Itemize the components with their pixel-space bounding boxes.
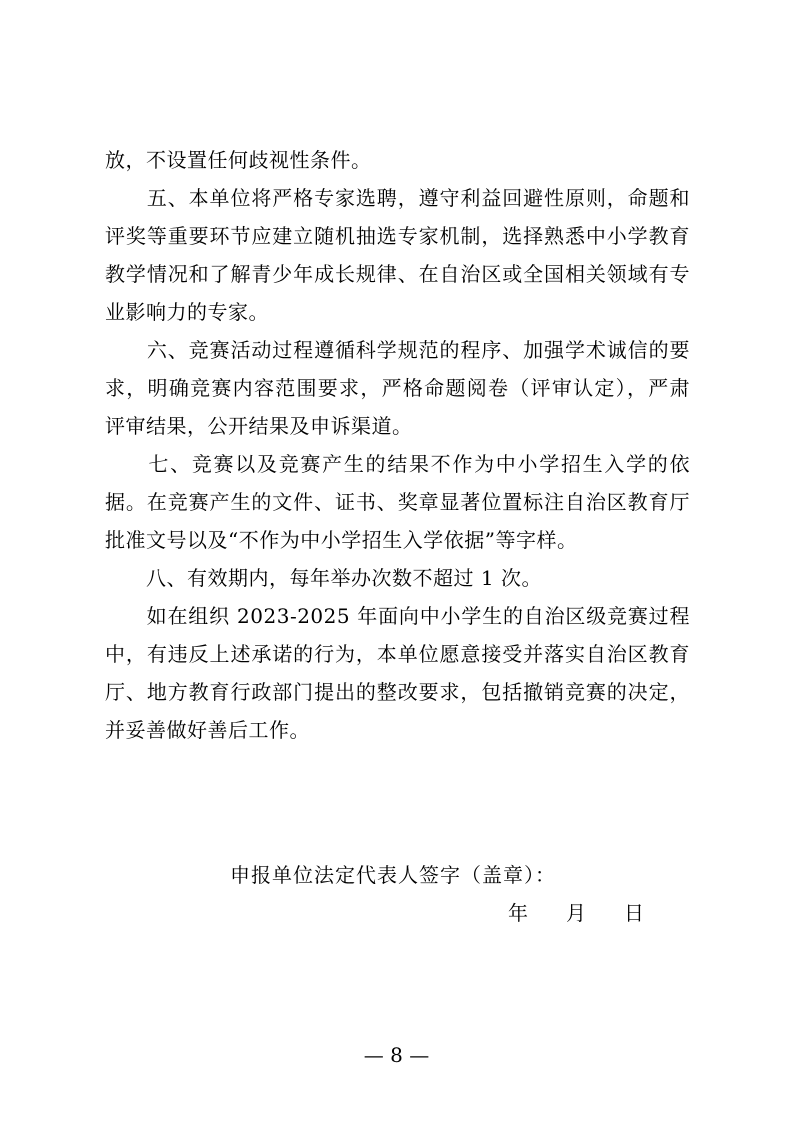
body-line-3: 评奖等重要环节应建立随机抽选专家机制，选择熟悉中小学教育 [105, 224, 690, 248]
body-line-1: 放，不设置任何歧视性条件。 [105, 148, 372, 172]
body-line-11: 批准文号以及“不作为中小学招生入学依据”等字样。 [105, 528, 578, 552]
body-line-15: 厅、地方教育行政部门提出的整改要求，包括撤销竞赛的决定， [105, 680, 690, 704]
signature-label: 申报单位法定代表人签字（盖章）： [230, 863, 556, 887]
body-line-10: 据。在竞赛产生的文件、证书、奖章显著位置标注自治区教育厅 [105, 490, 690, 514]
date-year: 年 [508, 901, 528, 925]
body-line-14: 中，有违反上述承诺的行为，本单位愿意接受并落实自治区教育 [105, 642, 690, 666]
body-line-4: 教学情况和了解青少年成长规律、在自治区或全国相关领域有专 [105, 262, 690, 286]
body-line-8: 评审结果，公开结果及申诉渠道。 [105, 414, 413, 438]
body-line-6: 六、竞赛活动过程遵循科学规范的程序、加强学术诚信的要 [105, 338, 690, 362]
page-number: — 8 — [363, 1043, 430, 1067]
body-line-16: 并妥善做好善后工作。 [105, 718, 310, 742]
body-line-2: 五、本单位将严格专家选聘，遵守利益回避性原则，命题和 [105, 186, 690, 210]
body-line-13: 如在组织 2023-2025 年面向中小学生的自治区级竞赛过程 [105, 604, 690, 628]
body-line-12: 八、有效期内，每年举办次数不超过 1 次。 [105, 566, 542, 590]
date-day: 日 [624, 901, 644, 925]
body-line-9: 七、竞赛以及竞赛产生的结果不作为中小学招生入学的依 [105, 452, 690, 476]
date-month: 月 [566, 901, 586, 925]
body-line-7: 求，明确竞赛内容范围要求，严格命题阅卷（评审认定），严肃 [105, 376, 690, 400]
signature-date [508, 895, 644, 931]
body-line-5: 业影响力的专家。 [105, 300, 269, 324]
